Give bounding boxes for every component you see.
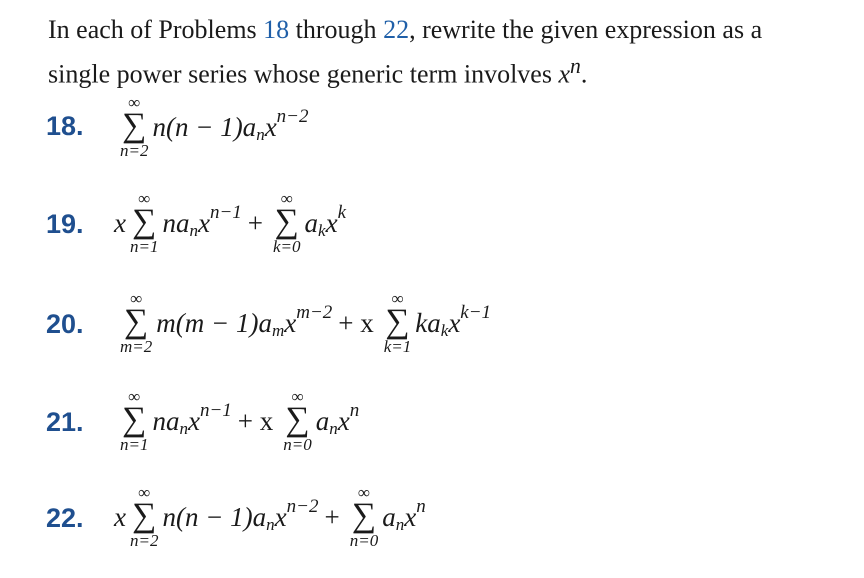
sigma-symbol: ∑ xyxy=(132,203,157,240)
sum-lower-limit: k=0 xyxy=(273,237,301,256)
term-x: x xyxy=(284,308,297,338)
term-body: na xyxy=(152,406,180,436)
term-subscript: n xyxy=(395,514,405,534)
sigma-symbol: ∑ xyxy=(124,303,149,340)
problem-ref-end[interactable]: 22 xyxy=(383,15,410,44)
sum-upper-limit: ∞ xyxy=(280,189,293,208)
sum-lower-limit: m=2 xyxy=(120,337,153,356)
problem-20 xyxy=(46,290,856,380)
term-x: x xyxy=(558,59,571,89)
lead-x: x xyxy=(114,208,126,238)
sum-lower-limit: n=2 xyxy=(129,531,159,550)
sum-upper-limit: ∞ xyxy=(128,387,141,406)
problem-expression xyxy=(116,94,309,161)
plus-x-operator: + x xyxy=(338,308,374,338)
sum-upper-limit: ∞ xyxy=(138,189,151,208)
summation-2 xyxy=(350,484,378,551)
term-exponent: n−1 xyxy=(209,201,242,223)
term-x: x xyxy=(264,112,277,142)
sigma-symbol: ∑ xyxy=(351,497,377,534)
term-exponent: n−1 xyxy=(199,399,232,421)
sum-lower-limit: n=0 xyxy=(349,531,379,550)
term-exponent: n xyxy=(416,495,426,517)
sigma-symbol: ∑ xyxy=(274,203,299,240)
problem-number: 22. xyxy=(46,503,84,533)
problem-21 xyxy=(46,388,856,478)
sigma-symbol: ∑ xyxy=(122,401,147,438)
problem-expression xyxy=(114,484,426,551)
term-body: n(n − 1)a xyxy=(162,502,267,532)
term-x: x xyxy=(448,308,461,338)
problem-number: 19. xyxy=(46,209,84,239)
plus-operator: + xyxy=(324,502,340,532)
sigma-symbol: ∑ xyxy=(385,303,410,340)
problem-instructions xyxy=(48,12,848,93)
term-exponent: n−2 xyxy=(286,495,319,517)
intro-period: . xyxy=(580,59,588,89)
summation-1 xyxy=(130,190,158,257)
term-body: a xyxy=(304,208,319,238)
term-subscript: m xyxy=(271,320,285,340)
term-exponent: k xyxy=(337,201,347,223)
plus-operator: + xyxy=(247,208,264,238)
term-body: ka xyxy=(415,308,441,338)
term-x: x xyxy=(187,406,200,436)
problem-number: 21. xyxy=(46,407,84,437)
term-x: x xyxy=(274,502,287,532)
problem-ref-start[interactable]: 18 xyxy=(263,15,290,44)
sum-lower-limit: k=1 xyxy=(383,337,412,356)
sum-lower-limit: n=1 xyxy=(129,237,159,256)
term-body: n(n − 1)a xyxy=(152,112,257,142)
intro-text-b: through xyxy=(289,15,384,44)
lead-x: x xyxy=(114,502,126,532)
sum-upper-limit: ∞ xyxy=(128,93,141,112)
sigma-symbol: ∑ xyxy=(122,107,147,144)
summation-1 xyxy=(130,484,158,551)
intro-text-c: , rewrite the given expression as a xyxy=(409,15,763,44)
problem-19 xyxy=(46,190,856,280)
term-x: x xyxy=(337,406,350,436)
plus-x-operator: + x xyxy=(237,406,274,436)
sigma-symbol: ∑ xyxy=(285,401,310,438)
summation-1 xyxy=(120,290,152,357)
term-n: n xyxy=(570,54,581,78)
term-exponent: n xyxy=(349,399,360,421)
term-subscript: k xyxy=(440,320,449,340)
term-body: a xyxy=(382,502,396,532)
term-exponent: k−1 xyxy=(460,301,492,323)
term-x: x xyxy=(404,502,417,532)
summation-1 xyxy=(120,388,148,455)
intro-text-a: In each of Problems xyxy=(48,15,264,44)
intro-text-d: single power series whose generic term involves xyxy=(48,59,559,89)
term-subscript: n xyxy=(266,514,275,534)
sum-upper-limit: ∞ xyxy=(130,289,143,308)
problem-18 xyxy=(46,94,856,184)
sum-upper-limit: ∞ xyxy=(138,483,151,502)
sum-lower-limit: n=1 xyxy=(120,435,149,454)
sum-upper-limit: ∞ xyxy=(357,483,371,502)
problem-expression xyxy=(116,290,491,357)
problem-number: 18. xyxy=(46,111,84,141)
term-subscript: n xyxy=(329,418,338,438)
summation-2 xyxy=(384,290,412,357)
term-x: x xyxy=(325,208,338,238)
sum-upper-limit: ∞ xyxy=(391,289,404,308)
term-x: x xyxy=(197,208,210,238)
term-exponent: n−2 xyxy=(276,105,309,127)
problem-expression xyxy=(114,190,346,257)
term-subscript: n xyxy=(189,220,198,240)
term-body: m(m − 1)a xyxy=(156,308,272,338)
summation-2 xyxy=(273,190,301,257)
term-body: na xyxy=(162,208,190,238)
term-subscript: n xyxy=(256,124,265,144)
term-body: a xyxy=(315,406,330,436)
term-exponent: m−2 xyxy=(296,301,333,323)
sum-upper-limit: ∞ xyxy=(291,387,304,406)
term-subscript: n xyxy=(179,418,188,438)
problem-22 xyxy=(46,484,856,574)
term-subscript: k xyxy=(318,220,326,240)
sum-lower-limit: n=0 xyxy=(283,435,312,454)
sigma-symbol: ∑ xyxy=(132,497,157,534)
summation-2 xyxy=(283,388,311,455)
sum-lower-limit: n=2 xyxy=(120,141,149,160)
problem-number: 20. xyxy=(46,309,84,339)
summation xyxy=(120,94,148,161)
problem-expression xyxy=(116,388,359,455)
